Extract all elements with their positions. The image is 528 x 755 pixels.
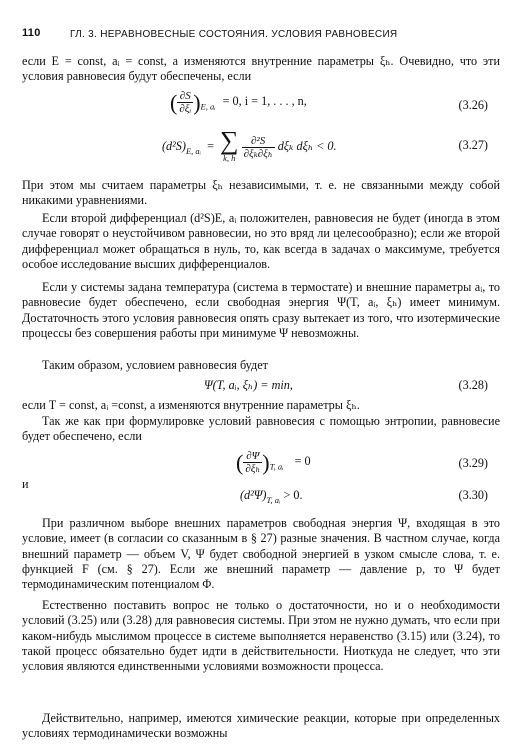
paragraph-4: Если у системы задана температура (система в термостате) и внешние параметры aᵢ, то равновесие будет обеспечено, если свободная энергия Ψ(T, aᵢ, ξₕ) имеет минимум. Достаточность этого условия равновесия опять сразу вытекает из того, что изотермические процессы без совершения работы при минимуме Ψ невозможны. xyxy=(22,280,500,340)
eq327-denominator: ∂ξₖ∂ξₕ xyxy=(243,147,273,160)
eq326-denominator: ∂ξᵢ xyxy=(179,103,192,115)
eq330-number: (3.30) xyxy=(458,488,488,502)
equation-3-26: ( $\frac{\partial S}{\text{∂ξᵢ}}$ )$_{E, aᵢ} = 0$, i = 1, . . . , n, (3.26) xyxy=(170,89,488,115)
paragraph-10: Действительно, например, имеются химические реакции, которые при определенных условиях термодинамически возможны xyxy=(22,711,500,741)
eq329-numerator: ∂Ψ xyxy=(243,450,262,463)
eq326-rhs: = 0, i = 1, . . . , n, xyxy=(222,94,307,109)
eq328-number: (3.28) xyxy=(458,378,488,392)
eq329-number: (3.29) xyxy=(458,456,488,470)
eq327-rhs: dξₖ dξₕ < 0. xyxy=(277,138,337,153)
paragraph-2: При этом мы считаем параметры ξₕ независимыми, т. е. не связанными между собой никакими уравнениями. xyxy=(22,178,500,208)
page-number: 110 xyxy=(22,27,41,39)
running-title: ГЛ. 3. НЕРАВНОВЕСНЫЕ СОСТОЯНИЯ. УСЛОВИЯ РАВНОВЕСИЯ xyxy=(70,29,398,40)
eq329-subscript: T, aᵢ xyxy=(269,461,284,472)
eq330-lhs: (d²Ψ) xyxy=(240,488,267,502)
eq327-number: (3.27) xyxy=(458,138,488,152)
conjunction-and: и xyxy=(22,477,29,491)
eq327-equals: = xyxy=(207,138,214,153)
eq327-numerator: ∂²S xyxy=(242,135,275,148)
paragraph-1: если E = const, aᵢ = const, а изменяются внутренние параметры ξₕ. Очевидно, что эти условия равновесия будут обеспечены, если xyxy=(22,54,500,84)
paragraph-3: Если второй дифференциал (d²S)E, aᵢ положителен, равновесия не будет (иногда в этом случае говорят о неустойчивом равновесии, но это вряд ли целесообразно); если же второй дифференциал может обращаться в нуль, то, как всегда в задачах о максимуме, требуется особое исследование высших дифференциалов. xyxy=(22,211,500,271)
equation-3-29: ( $\frac{\partial\Psi}{\text{∂ξₕ}}$ )$_{T, aᵢ} = 0$ (3.29) xyxy=(236,449,488,475)
equation-3-28 xyxy=(22,378,500,396)
paragraph-6: если T = const, aᵢ =const, а изменяются внутренние параметры ξₕ. xyxy=(22,398,360,412)
paragraph-5: Таким образом, условием равновесия будет xyxy=(42,358,268,372)
sum-index: k, h xyxy=(223,153,236,163)
eq330-subscript: T, aᵢ xyxy=(266,495,281,505)
eq330-rhs: > 0. xyxy=(283,488,303,502)
paragraph-8: При различном выборе внешних параметров свободная энергия Ψ, входящая в это условие, имеет (в согласии со сказанным в § 27) разные значения. В частном случае, когда внешний параметр — объем V, Ψ будет свободной энергией в узком смысле слова, т. е. функцией F (см. § 27). Если же внешний параметр — давление p, то Ψ будет термодинамическим потенциалом Φ. xyxy=(22,516,500,592)
eq329-rhs: = 0 xyxy=(294,454,311,469)
eq326-subscript: E, aᵢ xyxy=(200,101,216,112)
eq327-lhs: (d²S) xyxy=(162,138,186,153)
equation-3-27 xyxy=(22,128,500,164)
equation-3-30 xyxy=(22,488,500,506)
eq326-number: (3.26) xyxy=(458,98,488,112)
eq326-numerator: ∂S xyxy=(177,90,193,103)
eq329-denominator: ∂ξₕ xyxy=(245,463,261,475)
paragraph-7: Так же как при формулировке условий равновесия с помощью энтропии, равновесие будет обеспечено, если xyxy=(22,414,500,444)
running-header xyxy=(22,26,498,42)
eq327-subscript: E, aᵢ xyxy=(185,145,202,156)
sum-sign: ∑ k, h xyxy=(219,126,239,163)
eq328-body: Ψ(T, aᵢ, ξₕ) = min, xyxy=(204,378,293,392)
paragraph-9: Естественно поставить вопрос не только о достаточности, но и о необходимости условий (3.25) или (3.28) для равновесия системы. При этом не нужно думать, что если при каком-нибудь мыслимом процессе в системе выполняется неравенство (3.15) или (3.24), то такой процесс обязательно будет идти в действительности. Ниоткуда не следует, что эти условия являются единственными условиями возможности процесса. xyxy=(22,598,500,674)
